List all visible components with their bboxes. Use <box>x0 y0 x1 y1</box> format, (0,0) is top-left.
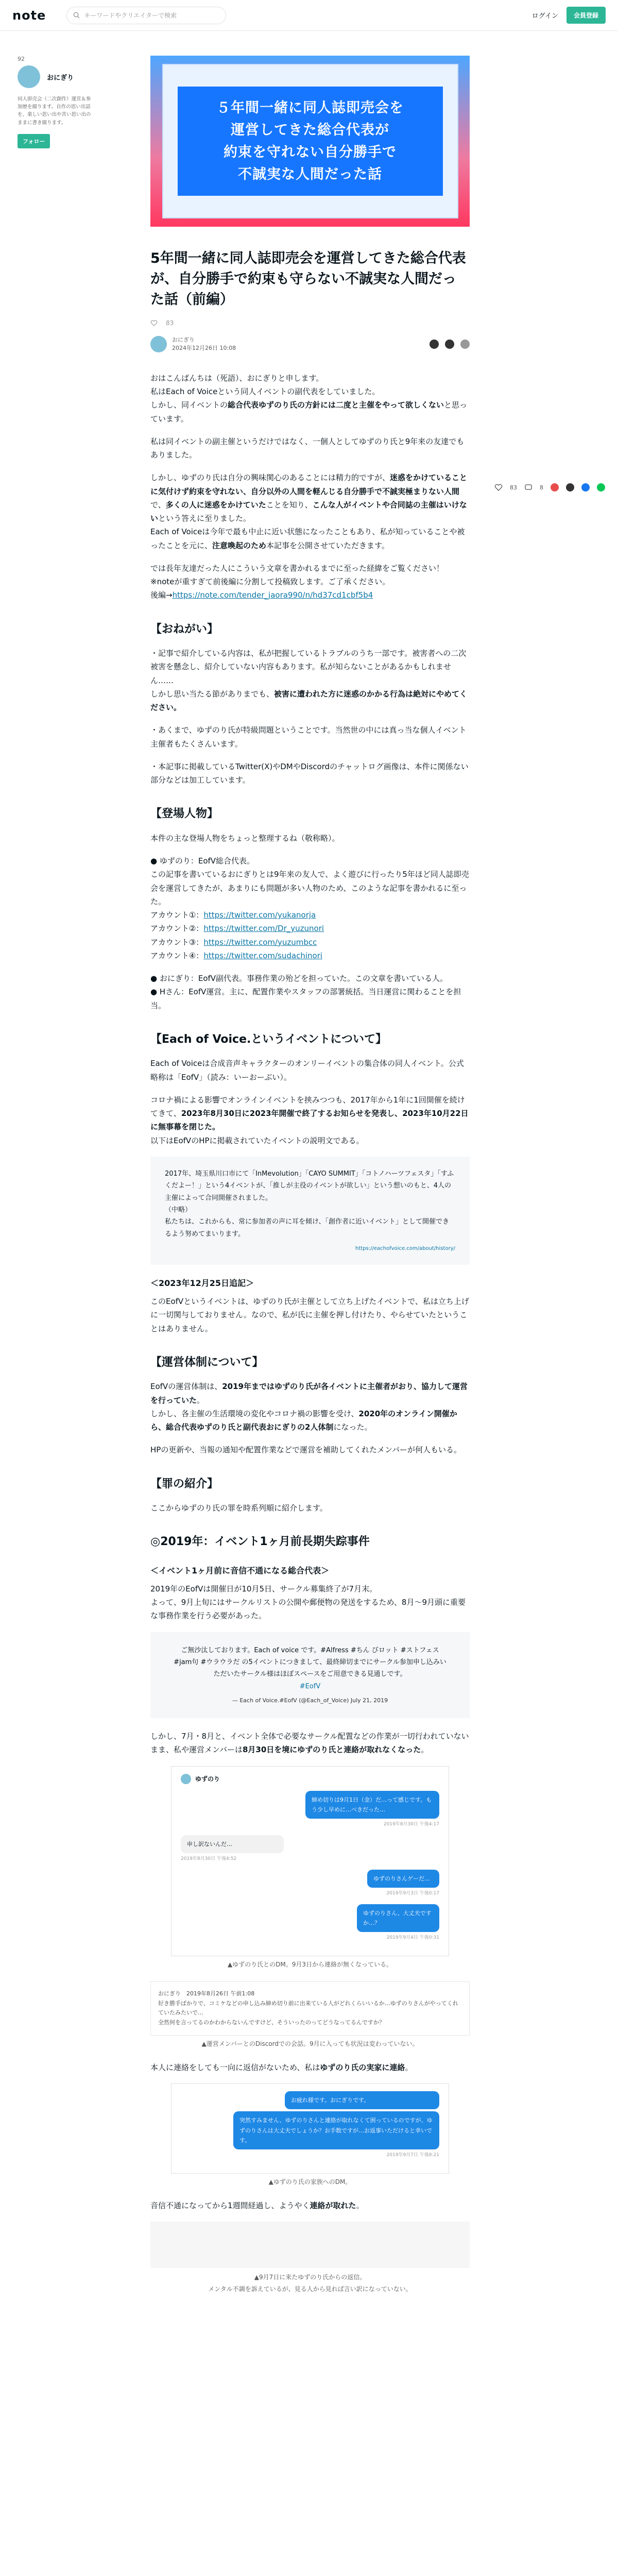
paragraph: しかし、ゆずのり氏は自分の興味関心のあることには精力的ですが、迷惑をかけていることに気付けず約束を守れない、自分以外の人間を軽んじる自分勝手で不誠実極まりない人間で、多くの人に迷惑をかけていたことを知り、こんな人がイベントや合同誌の主催はいけないという答えに至りました。 Each of Voiceは今年で最も中止に近い状態になったこともあり、私が知っていることや被ったことを元に、注意喚起のため本記事を公開させていただきます。 <box>150 473 468 550</box>
avatar[interactable] <box>150 336 167 352</box>
left-count: 92 <box>18 56 25 62</box>
author-name[interactable]: おにぎり <box>47 74 74 82</box>
paragraph: ● おにぎり：EofV副代表。事務作業の殆どを担っていた。この文章を書いている人。 ● Hさん：EofV運営。主に、配置作業やスタッフの部署統括。当日運営に関わることを担当。 <box>150 974 461 1010</box>
search-input[interactable] <box>66 7 226 24</box>
article-body <box>150 371 470 2295</box>
paragraph: ● ゆずのり：EofV総合代表。 この記事を書いているおにぎりとは9年来の友人で、よく遊びに行ったり5年ほど同人誌即売会を運営してきたが、あまりにも問題が多い人物のため、このような記事を書かれるに至った。 アカウント①：https://twitter.com/yukanorja アカウント②：https://twitter.com/Dr_yuzunori アカウント③：https://twitter.com/yuzumbcc アカウント④：https://twitter.com/sudachinori <box>150 856 469 960</box>
section-heading: 【登場人物】 <box>150 807 219 821</box>
embedded-tweet[interactable]: ご無沙汰しております。Each of voice です。#Alfress #ちん びロット #ストフェス #jam句 #ウラウラだ の5イベントにつきまして、最終締切までにサークル参加申し込みいただいたサークル様はほぼスペースをご用意できる見通しです。 #EofV — Each of Voice.#EofV (@Each_of_Voice) July 21, 2019 <box>150 1632 470 1718</box>
discord-screenshot: おにぎり 2019年8月26日 午前1:08 好き勝手ばかりで、コミケなどの申し込み締め切り前に出来ている人がどれくらいいるか…ゆずのりさんがやってくれていたみたいで… 全然何を言ってるのかわからないんですけど、そういったのってどうなってるんですか？ <box>150 1981 470 2036</box>
eyecatch-text: ５年間一緒に同人誌即売会を 運営してきた総合代表が 約束を守れない自分勝手で 不誠実な人間だった話 <box>178 87 443 196</box>
title-meta <box>150 319 470 327</box>
account-link[interactable]: https://twitter.com/sudachinori <box>203 951 323 960</box>
image-caption: ▲ゆずのり氏とのDM。9月3日から連絡が無くなっている。 <box>227 1961 393 1969</box>
paragraph: では長年友達だった人にこういう文章を書かれるまでに至った経緯をご覧ください！ ※noteが重すぎて前後編に分割して投稿致します。ご了承ください。 後編→https://note.com/tender_jaora990/n/hd37cd1cbf5b4 <box>150 563 444 600</box>
image-caption: ▲9月7日に来たゆずのり氏からの返信。 <box>254 2274 366 2281</box>
top-header <box>0 0 618 31</box>
left-author-card <box>18 56 95 148</box>
paragraph: 本人に連絡をしても一向に返信がないため、私はゆずのり氏の実家に連絡。 <box>150 2062 413 2072</box>
quote-block: 2017年、埼玉県川口市にて「InMevolution」「CAYO SUMMIT」「コトノハーツフェスタ」「すふくだよー！」という4イベントが、「推しが主役のイベントが欲しい」という想いのもと、4人の主催によって合同開催されました。 （中略） 私たちは、これからも、常に参加者の声に耳を傾け、「創作者に近いイベント」として開催できるよう努めてまいります。 https://eachofvoice.com/about/history/ <box>150 1157 470 1265</box>
paragraph: ・記事で紹介している内容は、私が把握しているトラブルのうち一部です。被害者への二次被害を懸念し、紹介していない内容もあります。私が知らないことがあるかもしれません…… しかし思い当たる節がありまでも、被害に遭われた方に迷惑のかかる行為は絶対にやめてください。 <box>150 649 468 713</box>
paragraph: ・本記事に掲載しているTwitter(X)やDMやDiscordのチャットログ画像は、本件に関係ない部分などは加工しています。 <box>150 761 469 785</box>
next-part-link[interactable]: https://note.com/tender_jaora990/n/hd37cd1cbf5b4 <box>172 590 373 600</box>
quote-source-link[interactable]: https://eachofvoice.com/about/history/ <box>355 1246 455 1252</box>
avatar[interactable] <box>18 65 40 88</box>
image-caption: ▲運営メンバーとのDiscordでの会話。9月に入っても状況は変わっていない。 <box>201 2040 419 2047</box>
paragraph: コロナ禍による影響でオンラインイベントを挟みつつも、2017年から1年に1回開催を続けてきて、2023年8月30日に2023年開催で終了するお知らせを発表し、2023年10月22日に無事幕を閉じた。 以下はEofVのHPに掲載されていたイベントの説明文である。 <box>150 1095 469 1145</box>
paragraph: HPの更新や、当報の通知や配置作業などで運営を補助してくれたメンバーが何人もいる。 <box>150 1445 461 1455</box>
paragraph: 2019年のEofVは開催日が10月5日、サークル募集終了が7月末。 よって、9月上旬にはサークルリストの公開や郵便物の発送をするため、8月〜9月頭に重要な事務作業を行う必要があった。 <box>150 1584 466 1621</box>
paragraph: 私は同イベントの副主催というだけではなく、一個人としてゆずのり氏と9年来の友達でもありました。 <box>150 436 465 460</box>
author-bio: 同人即売会（二次創作）運営＆参加歴を綴ります。自作の思い出話を、楽しい思い出や苦い思い出のままに書き綴ります。 <box>18 96 91 126</box>
avatar <box>181 1774 191 1784</box>
dm-screenshot: お疲れ様です。おにぎりです。 突然すみません、ゆずのりさんと連絡が取れなくて困っているのですが、ゆずのりさんは大丈夫でしょうか？お手数ですが…お返事いただけると幸いです。 2019年9月7日 午後8:21 <box>171 2083 449 2174</box>
comment-icon[interactable] <box>524 483 533 492</box>
floating-actions <box>494 483 605 492</box>
paragraph: 音信不通になってから1週間経過し、ようやく連絡が取れた。 <box>150 2200 364 2210</box>
eyecatch-image <box>150 56 470 227</box>
line-share-icon[interactable] <box>597 483 605 492</box>
search-placeholder: キーワードやクリエイターで検索 <box>84 12 177 19</box>
follow-button[interactable]: フォロー <box>18 134 50 148</box>
author-row <box>150 336 470 353</box>
comment-count: 8 <box>540 484 543 491</box>
facebook-share-icon[interactable] <box>581 483 590 492</box>
section-heading: 【おねがい】 <box>150 622 219 636</box>
login-link[interactable]: ログイン <box>531 12 558 20</box>
more-icon[interactable] <box>460 340 470 349</box>
paragraph: しかし、7月・8月と、イベント全体で必要なサークル配置などの作業が一切行われていないまま、私や運営メンバーは8月30日を境にゆずのり氏と連絡が取れなくなった。 <box>150 1732 469 1755</box>
section-heading: 【運営体制について】 <box>150 1355 264 1369</box>
x-share-icon[interactable] <box>566 483 574 492</box>
paragraph: このEofVというイベントは、ゆずのり氏が主催として立ち上げたイベントで、私は立ち上げに一切関与しておりません。なので、私が氏に主催を押し付けたり、やらせていたということはありません。 <box>150 1297 469 1333</box>
sub-heading: ＜イベント1ヶ月前に音信不通になる総合代表＞ <box>150 1565 330 1575</box>
paragraph: EofVの運営体制は、2019年まではゆずのり氏が各イベントに主催者がおり、協力して運営を行っていた。 しかし、各主催の生活環境の変化やコロナ禍の影響を受け、2020年のオンライン開催から、総合代表ゆずのり氏と副代表おにぎりの2人体制になった。 <box>150 1382 468 1432</box>
publish-date: 2024年12月26日 10:08 <box>172 345 236 352</box>
section-heading: 【Each of Voice.というイベントについて】 <box>150 1032 387 1046</box>
meta-like-count: 83 <box>166 319 174 327</box>
dm-screenshot: ゆずのり 締め切りは9月1日（金）だ…って感じです。もう少し早めに…べきだった… 2019年8月30日 午後4:17 申し訳ないんだ… 2019年8月30日 午後4:52 ゆずのりさんゲーだ… 2019年9月3日 午後0:17 ゆずのりさん、大丈夫ですか…？ 2019年9月4日 午後0:31 <box>171 1766 449 1957</box>
paragraph: ここからゆずのり氏の罪を時系列順に紹介します。 <box>150 1503 328 1513</box>
facebook-share-icon[interactable] <box>445 340 454 349</box>
paragraph: ・あくまで、ゆずのり氏が特級問題ということです。当然世の中には真っ当な個人イベント主催者もたくさんいます。 <box>150 725 467 749</box>
paragraph: おはこんばんちは（死語）、おにぎりと申します。 私はEach of Voiceという同人イベントの副代表をしていました。 しかし、同イベントの総合代表ゆずのり氏の方針には二度と主催をやって欲しくないと思っています。 <box>150 373 468 423</box>
x-share-icon[interactable] <box>430 340 439 349</box>
paragraph: Each of Voiceは合成音声キャラクターのオンリーイベントの集合体の同人イベント。公式略称は「EofV」（読み：いーおーぶい）。 <box>150 1059 464 1082</box>
account-link[interactable]: https://twitter.com/yukanorja <box>203 910 316 920</box>
share-icon[interactable] <box>551 483 559 492</box>
like-count: 83 <box>510 484 517 491</box>
account-link[interactable]: https://twitter.com/Dr_yuzunori <box>203 924 324 934</box>
signup-button[interactable]: 会員登録 <box>566 7 606 24</box>
sub-heading: ＜2023年12月25日追記＞ <box>150 1278 254 1289</box>
reply-screenshot <box>150 2222 470 2268</box>
image-caption: ▲ゆずのり氏の家族へのDM。 <box>268 2178 352 2185</box>
account-link[interactable]: https://twitter.com/yuzumbcc <box>203 937 317 947</box>
note-logo[interactable]: note <box>12 8 46 23</box>
heart-icon[interactable] <box>150 319 158 327</box>
search-icon <box>73 12 80 19</box>
article <box>150 56 470 2306</box>
author-name[interactable]: おにぎり <box>172 336 195 343</box>
image-caption: メンタル不調を訴えているが、見る人から見れば言い訳になっていない。 <box>208 2285 412 2293</box>
article-title: 5年間一緒に同人誌即売会を運営してきた総合代表が、自分勝手で約束も守らない不誠実な人間だった話（前編） <box>150 250 466 308</box>
section-heading: ◎2019年：イベント1ヶ月前長期失踪事件 <box>150 1535 370 1549</box>
heart-icon[interactable] <box>494 483 503 492</box>
paragraph: 本件の主な登場人物をちょっと整理するね（敬称略）。 <box>150 833 340 843</box>
section-heading: 【罪の紹介】 <box>150 1477 219 1490</box>
